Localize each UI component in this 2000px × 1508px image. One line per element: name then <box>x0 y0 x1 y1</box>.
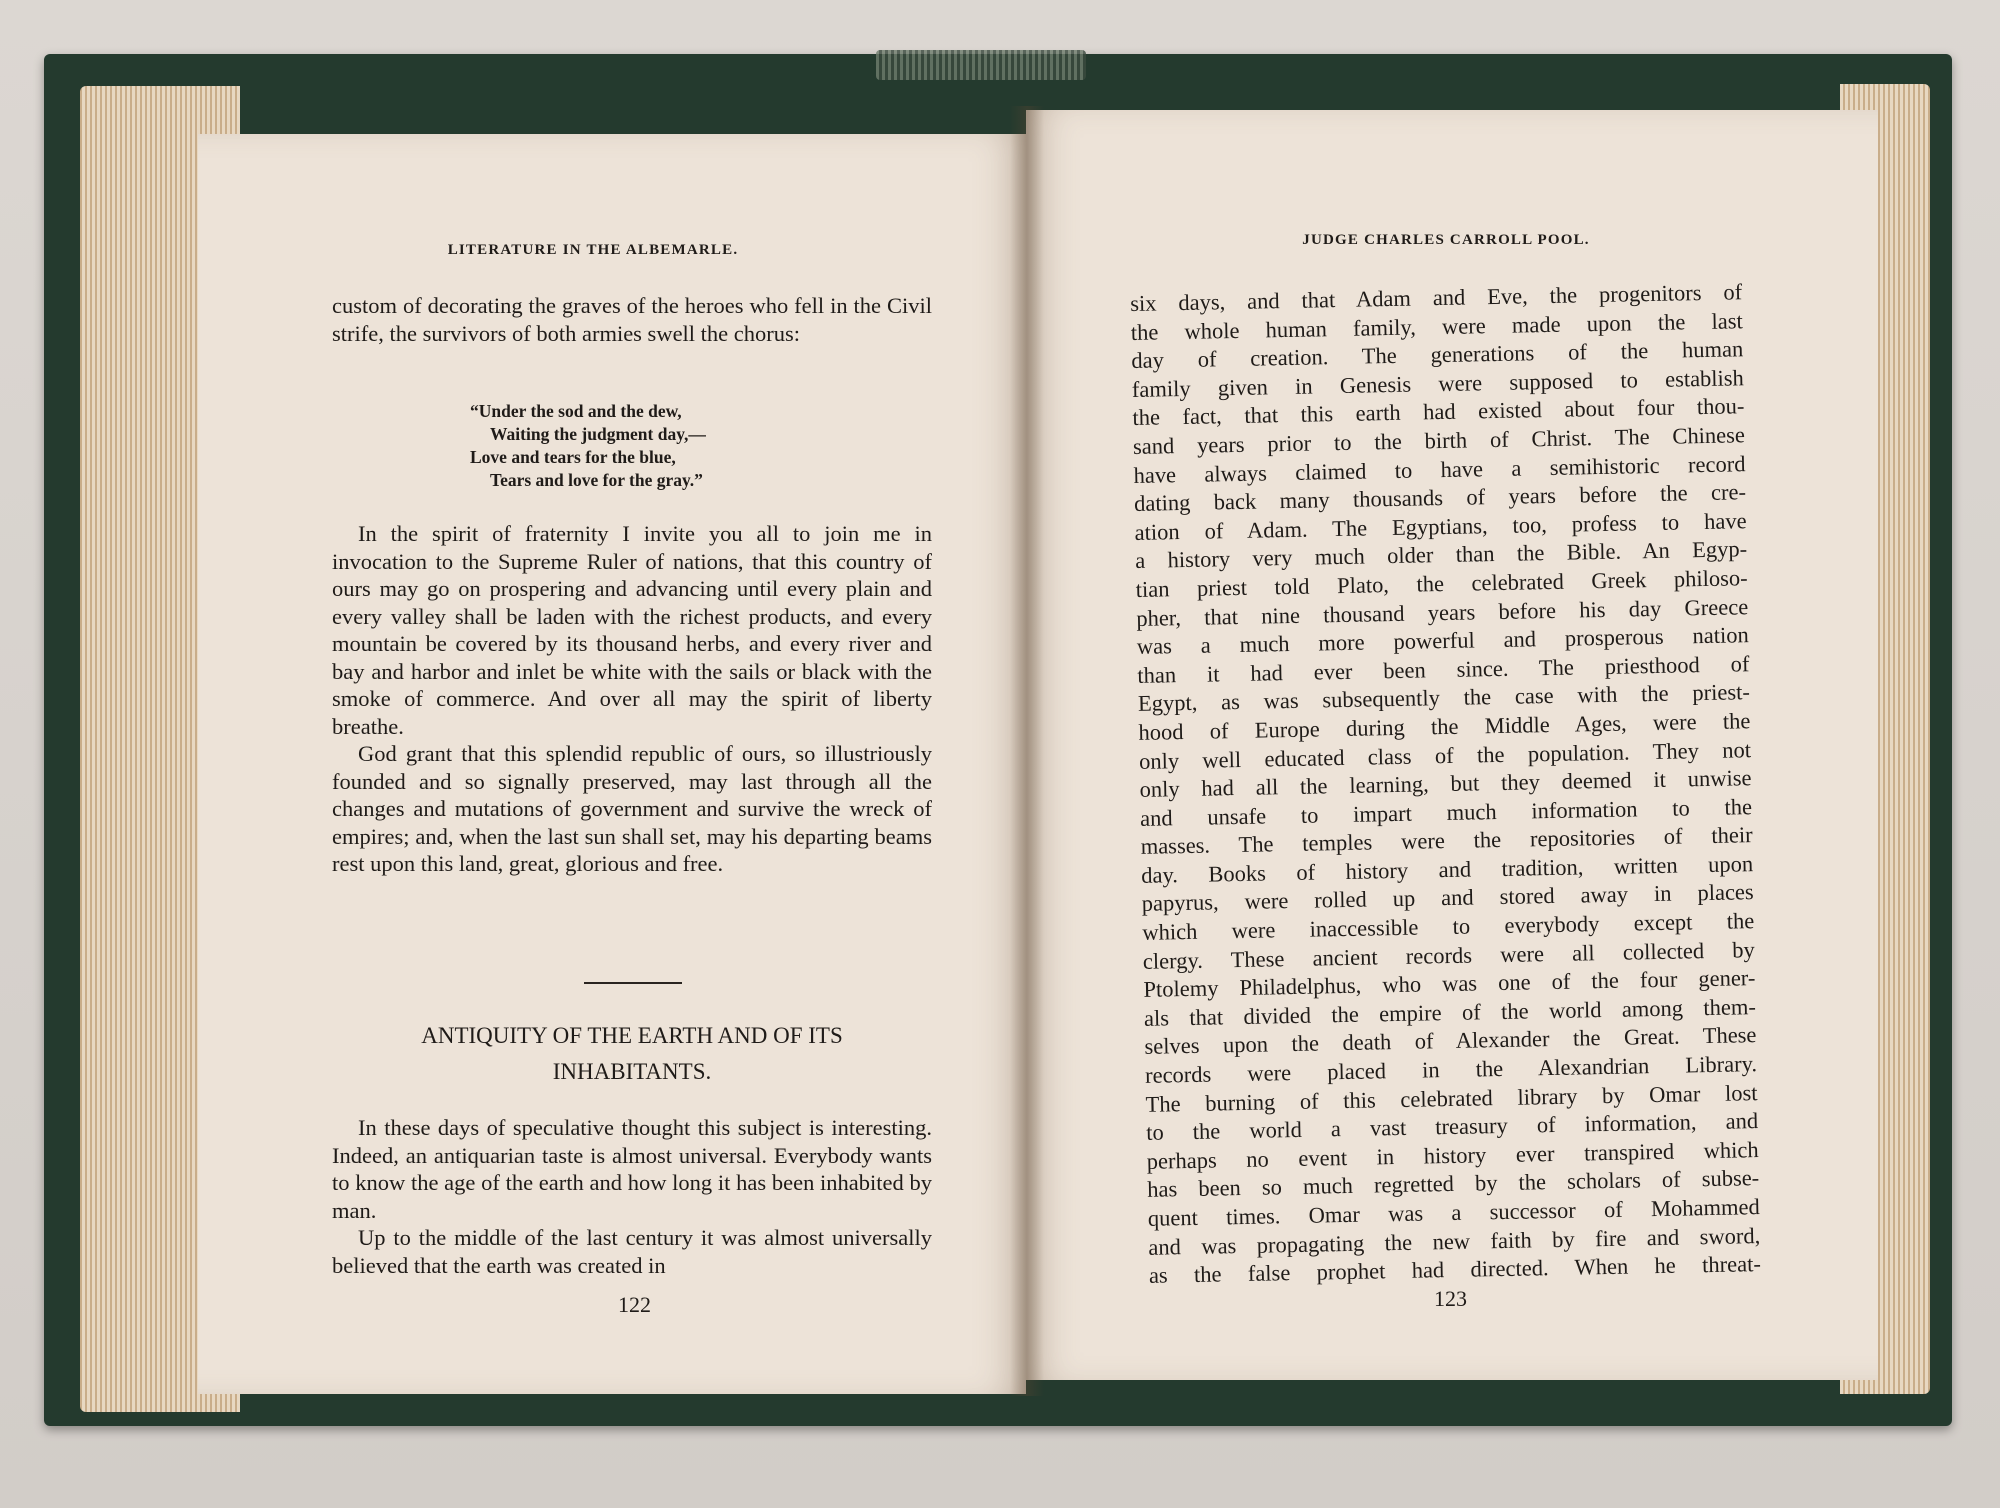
text-line: sand years prior to the birth of Christ. The Chinese <box>1132 422 1746 459</box>
left-paragraphs-4-5 <box>332 1114 932 1279</box>
text-line: and was propagating the new faith by fire and sword, <box>1148 1222 1761 1260</box>
left-paragraphs-2-3 <box>332 520 932 878</box>
text-line: the whole human family, were made upon the last <box>1130 307 1743 345</box>
left-page-number: 122 <box>618 1292 651 1317</box>
text-line: and unsafe to impart much information to the <box>1139 793 1753 831</box>
left-paragraph-1 <box>332 292 932 347</box>
text-line: pher, that nine thousand years before his day Greece <box>1136 593 1749 631</box>
text-line: than it had ever been since. The priesthood of <box>1137 650 1750 688</box>
book-gutter <box>1010 106 1044 1396</box>
text-line: Egypt, as was subsequently the case with the priest- <box>1137 679 1751 717</box>
text-line: has been so much regretted by the scholars of subse- <box>1147 1165 1760 1203</box>
text-line: Ptolemy Philadelphus, who was one of the four gener- <box>1143 965 1756 1003</box>
text-line: only well educated class of the population. They not <box>1138 736 1752 774</box>
text-line: hood of Europe during the Middle Ages, were the <box>1138 708 1751 745</box>
text-line: quent times. Omar was a successor of Mohammed <box>1147 1194 1760 1231</box>
poem-stanza <box>470 400 850 492</box>
poem-line: Love and tears for the blue, <box>470 447 676 467</box>
text-line: ation of Adam. The Egyptians, too, profess to have <box>1134 507 1747 545</box>
text-line: tian priest told Plato, the celebrated Greek philoso- <box>1135 565 1748 602</box>
right-page-number: 123 <box>1434 1286 1467 1311</box>
text-line: masses. The temples were the repositories of their <box>1140 822 1753 860</box>
text-line: only had all the learning, but they deemed it unwise <box>1139 765 1752 802</box>
poem-line: Tears and love for the gray.” <box>490 470 703 490</box>
paragraph-text: In these days of speculative thought this subject is interesting. Indeed, an antiquarian taste is almost universal. Everybody wants to know the age of the earth and how long it has been inhabited by man. <box>332 1115 932 1223</box>
text-line: have always claimed to have a semihistoric record <box>1133 450 1746 488</box>
text-line: perhaps no event in history ever transpired which <box>1146 1136 1759 1174</box>
poem-line: “Under the sod and the dew, <box>470 401 682 421</box>
section-title <box>332 1018 932 1090</box>
text-line: als that divided the empire of the world among them- <box>1143 993 1757 1031</box>
text-line: clergy. These ancient records were all collected by <box>1142 936 1756 974</box>
text-line: as the false prophet had directed. When he threat- <box>1148 1251 1762 1289</box>
text-line: a history very much older than the Bible. An Egyp- <box>1134 536 1748 574</box>
text-line: The burning of this celebrated library by Omar lost <box>1145 1079 1758 1117</box>
frayed-spine <box>876 50 1086 80</box>
text-line: was a much more powerful and prosperous nation <box>1136 622 1749 660</box>
right-page <box>1026 110 1878 1380</box>
text-line: the fact, that this earth had existed about four thou- <box>1132 393 1745 431</box>
paragraph-text: In the spirit of fraternity I invite you all to join me in invocation to the Supreme Ruler of nations, that this country of ours may go on prospering and advancing until every plain and every valley shall be laden with the richest products, and every mountain be covered by its thousand herbs, and every river and bay and harbor and inlet be white with the sails or black with the smoke of commerce. And over all may the spirit of liberty breathe. <box>332 521 932 739</box>
text-line: which were inaccessible to everybody except the <box>1142 908 1755 945</box>
left-running-head: LITERATURE IN THE ALBEMARLE. <box>447 242 739 258</box>
poem-line: Waiting the judgment day,— <box>490 424 706 444</box>
paragraph-text: custom of decorating the graves of the heroes who fell in the Civil strife, the survivors of both armies swell the chorus: <box>332 293 932 346</box>
text-line: papyrus, were rolled up and stored away in places <box>1141 879 1754 917</box>
text-line: selves upon the death of Alexander the Great. These <box>1144 1022 1757 1060</box>
section-title-line-1: ANTIQUITY OF THE EARTH AND OF ITS <box>421 1023 843 1048</box>
paragraph-text: God grant that this splendid republic of ours, so illustriously founded and so signally preserved, may last through all the changes and mutations of government and survive the wreck of empires; and, when the last sun shall set, may his departing beams rest upon this land, great, glorious and free. <box>332 741 932 876</box>
text-line: dating back many thousands of years before the cre- <box>1133 479 1747 517</box>
text-line: day. Books of history and tradition, written upon <box>1140 851 1754 888</box>
text-line: to the world a vast treasury of information, and <box>1145 1108 1759 1146</box>
right-body-text <box>1130 278 1761 1290</box>
text-line: family given in Genesis were supposed to establish <box>1131 365 1745 402</box>
text-line: records were placed in the Alexandrian Library. <box>1144 1051 1758 1088</box>
right-running-head: JUDGE CHARLES CARROLL POOL. <box>1302 232 1590 248</box>
section-divider-rule <box>584 982 682 984</box>
left-page <box>198 134 1026 1394</box>
text-line: day of creation. The generations of the human <box>1131 336 1744 374</box>
paragraph-text: Up to the middle of the last century it was almost universally believed that the earth was created in <box>332 1225 932 1278</box>
section-title-line-2: INHABITANTS. <box>552 1059 712 1084</box>
text-line: six days, and that Adam and Eve, the progenitors of <box>1130 279 1743 316</box>
